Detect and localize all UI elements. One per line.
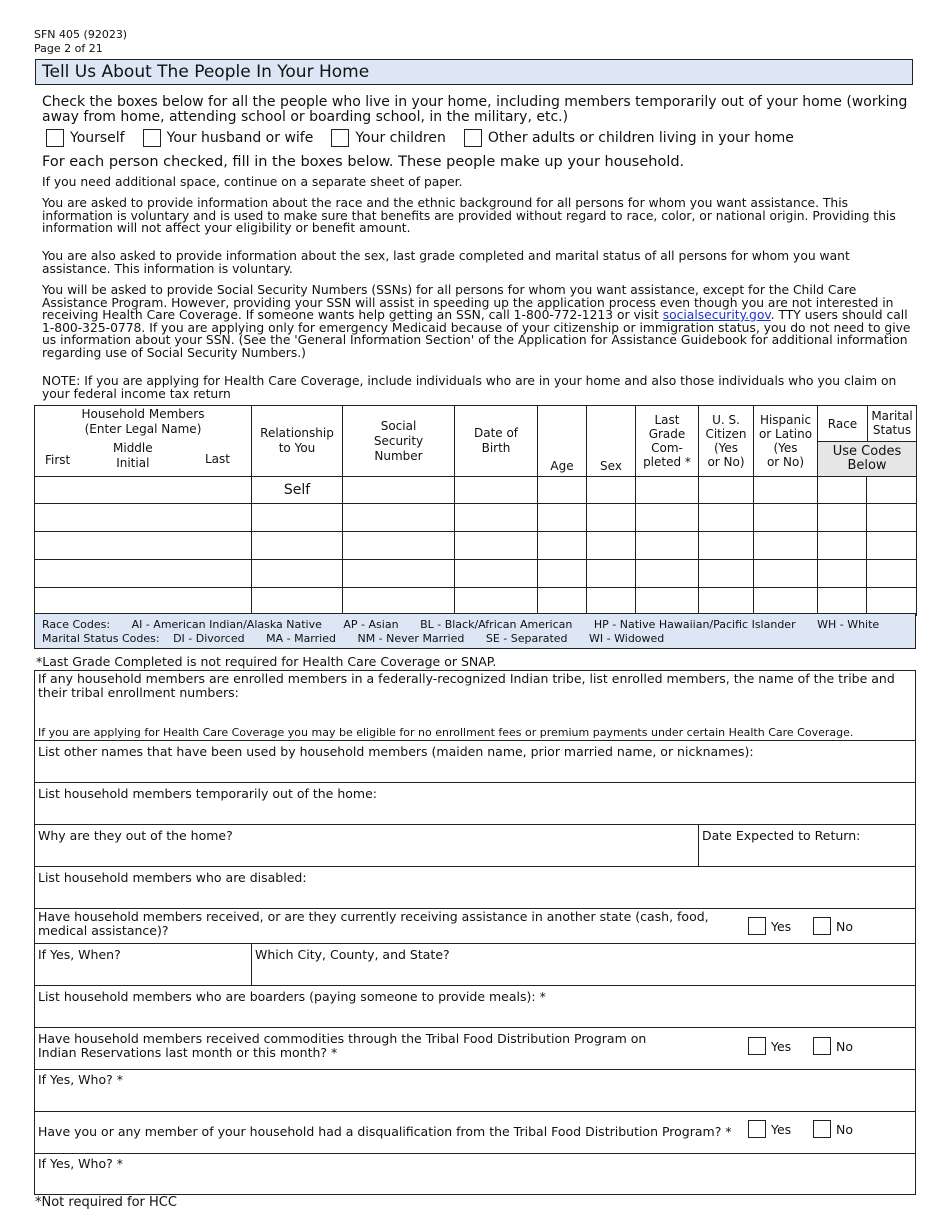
checkbox-spouse[interactable] [143, 129, 314, 147]
checkbox-box[interactable] [748, 917, 766, 935]
section-title: Tell Us About The People In Your Home [35, 59, 913, 85]
boarders-field[interactable] [34, 985, 916, 1028]
checkbox-box[interactable] [813, 1037, 831, 1055]
checkbox-box[interactable] [143, 129, 161, 147]
tribe-label: If any household members are enrolled members in a federally-recognized Indian tribe, list enrolled members, the name of the tribe and their tribal enrollment numbers: [38, 671, 895, 700]
why-out-label: Why are they out of the home? [38, 828, 233, 843]
checkbox-yourself[interactable] [46, 129, 125, 147]
race-header: Race [818, 406, 868, 441]
other-state-label: Have household members received, or are they currently receiving assistance in another state (cash, food, medical assistance)? [38, 909, 709, 938]
other-state-question [34, 908, 916, 944]
race-disclosure: You are asked to provide information about the race and the ethnic background for all persons for whom you want assistance. This information is voluntary and is used to make sure that benefits are provided without regard to race, color, or national origin. Providing this information will not affect your eligibility or benefit amount. [42, 196, 896, 235]
if-yes-who-field-1[interactable] [34, 1069, 916, 1112]
checkbox-box[interactable] [813, 917, 831, 935]
citizen-header: U. S. Citizen (Yes or No) [699, 406, 754, 477]
disqualification-yes[interactable] [748, 1120, 791, 1138]
yes-label: Yes [771, 918, 792, 934]
checkbox-box[interactable] [748, 1120, 766, 1138]
other-names-field[interactable] [34, 740, 916, 783]
marital-header: Marital Status [871, 409, 913, 437]
race-code: HP - Native Hawaiian/Pacific Islander [593, 618, 796, 631]
disqualification-no[interactable] [813, 1120, 853, 1138]
tribe-question[interactable] [34, 670, 916, 741]
use-codes-label: Use Codes Below [818, 442, 916, 476]
asterisk: * [35, 1195, 42, 1210]
disqualification-question [34, 1111, 916, 1154]
race-code: AP - Asian [343, 618, 399, 631]
household-checkboxes [46, 128, 812, 148]
divider [698, 825, 699, 866]
if-yes-who-field-2[interactable] [34, 1153, 916, 1195]
which-city-label: Which City, County, and State? [255, 947, 450, 962]
checkbox-other-adults[interactable] [464, 129, 794, 147]
checkbox-box[interactable] [748, 1037, 766, 1055]
other-names-label: List other names that have been used by household members (maiden name, prior married name, or nicknames): [38, 744, 754, 759]
grade-note-text: Last Grade Completed is not required for Health Care Coverage or SNAP. [42, 654, 497, 669]
marital-codes-label: Marital Status Codes: [42, 632, 160, 645]
if-yes-who-label: If Yes, Who? * [38, 1072, 123, 1087]
marital-code: WI - Widowed [589, 632, 665, 645]
when-where-row [34, 943, 916, 986]
grade-header: Last Grade Com- pleted * [636, 406, 699, 477]
asterisk: * [36, 654, 43, 669]
table-row [35, 560, 917, 588]
no-label: No [836, 918, 853, 934]
no-label: No [836, 1038, 853, 1054]
commodities-yes[interactable] [748, 1037, 791, 1055]
footer-note [35, 1195, 177, 1210]
members-header [35, 406, 252, 477]
table-row [35, 588, 917, 616]
race-code: BL - Black/African American [420, 618, 573, 631]
ssn-text-2: . TTY users should call 1-800-325-0778. If you are applying only for emergency Medicaid because of your citizenship or immigration status, you do not need to give us information about your SSN. (See the 'General Information Section' of the Application for Assistance Guidebook for additional information regarding use of Social Security Numbers.) [42, 308, 911, 360]
if-yes-who-label: If Yes, Who? * [38, 1156, 123, 1171]
marital-code: NM - Never Married [357, 632, 465, 645]
middle-initial-header: Middle Initial [113, 441, 153, 470]
age-header: Age [538, 406, 587, 477]
commodities-label: Have household members received commodities through the Tribal Food Distribution Program on Indian Reservations last month or this month? * [38, 1031, 647, 1060]
checkbox-box[interactable] [464, 129, 482, 147]
no-label: No [836, 1121, 853, 1137]
marital-code: SE - Separated [485, 632, 568, 645]
ssn-disclosure [42, 284, 912, 359]
space-note: If you need additional space, continue on a separate sheet of paper. [42, 175, 463, 189]
marital-code: DI - Divorced [173, 632, 245, 645]
ssn-text-1: You will be asked to provide Social Security Numbers (SSNs) for all persons for whom you want assistance, except for the Child Care Assistance Program. However, providing your SSN will assist in speeding up the application process even though you are not interested in receiving Health Care Coverage. If someone wants help getting an SSN, call 1-800-772-1213 or visit [42, 283, 894, 322]
sex-disclosure: You are also asked to provide information about the sex, last grade completed and marital status of all persons for whom you want assistance. This information is voluntary. [42, 249, 850, 276]
household-table [34, 405, 917, 616]
form-id: SFN 405 (92023) [34, 28, 128, 41]
race-code: WH - White [817, 618, 880, 631]
hcc-note: NOTE: If you are applying for Health Care Coverage, include individuals who are in your home and also those individuals who you claim on your federal income tax return [42, 374, 897, 401]
table-row [35, 477, 917, 504]
checkbox-label: Your husband or wife [166, 130, 314, 146]
marital-codes [42, 632, 909, 646]
self-cell: Self [252, 477, 343, 504]
ssn-link[interactable]: socialsecurity.gov [662, 308, 771, 322]
boarders-label: List household members who are boarders (paying someone to provide meals): * [38, 989, 546, 1004]
race-codes [42, 618, 909, 632]
checkbox-box[interactable] [331, 129, 349, 147]
marital-code: MA - Married [266, 632, 336, 645]
sex-header: Sex [587, 406, 636, 477]
commodities-no[interactable] [813, 1037, 853, 1055]
checkbox-box[interactable] [813, 1120, 831, 1138]
temp-out-field[interactable] [34, 782, 916, 825]
race-marital-header [818, 406, 917, 477]
divider [251, 944, 252, 985]
checkbox-label: Your children [355, 130, 446, 146]
race-code: AI - American Indian/Alaska Native [131, 618, 322, 631]
members-header-label: Household Members (Enter Legal Name) [81, 407, 205, 436]
date-return-label: Date Expected to Return: [702, 828, 861, 843]
race-codes-label: Race Codes: [42, 618, 111, 631]
temp-out-label: List household members temporarily out of the home: [38, 786, 377, 801]
hispanic-header: Hispanic or Latino (Yes or No) [754, 406, 818, 477]
footer-note-text: Not required for HCC [41, 1195, 177, 1210]
other-state-yes[interactable] [748, 917, 791, 935]
disqualification-label: Have you or any member of your household had a disqualification from the Tribal Food Distribution Program? * [38, 1124, 732, 1139]
tribe-note: If you are applying for Health Care Coverage you may be eligible for no enrollment fees or premium payments under certain Health Care Coverage. [38, 726, 854, 739]
yes-label: Yes [771, 1121, 792, 1137]
why-out-row [34, 824, 916, 867]
yes-label: Yes [771, 1038, 792, 1054]
if-yes-when-label: If Yes, When? [38, 947, 121, 962]
disabled-field[interactable] [34, 866, 916, 909]
commodities-question [34, 1027, 916, 1070]
dob-header: Date of Birth [455, 406, 538, 477]
codes-legend [34, 613, 916, 649]
last-name-header: Last [205, 452, 230, 466]
grade-note [36, 654, 496, 669]
ssn-header: Social Security Number [343, 406, 455, 477]
first-name-header: First [45, 453, 71, 467]
checkbox-label: Yourself [70, 130, 125, 146]
checkbox-children[interactable] [331, 129, 446, 147]
table-row [35, 504, 917, 532]
disabled-label: List household members who are disabled: [38, 870, 307, 885]
check-instructions: Check the boxes below for all the people who live in your home, including members temporarily out of your home (working away from home, attending school or boarding school, in the military, etc.) [42, 94, 908, 125]
checkbox-label: Other adults or children living in your home [487, 130, 794, 146]
other-state-no[interactable] [813, 917, 853, 935]
checkbox-box[interactable] [46, 129, 64, 147]
page-number: Page 2 of 21 [34, 42, 103, 55]
fill-instructions: For each person checked, fill in the boxes below. These people make up your household. [42, 154, 685, 170]
relationship-header: Relationship to You [252, 406, 343, 477]
table-row [35, 532, 917, 560]
